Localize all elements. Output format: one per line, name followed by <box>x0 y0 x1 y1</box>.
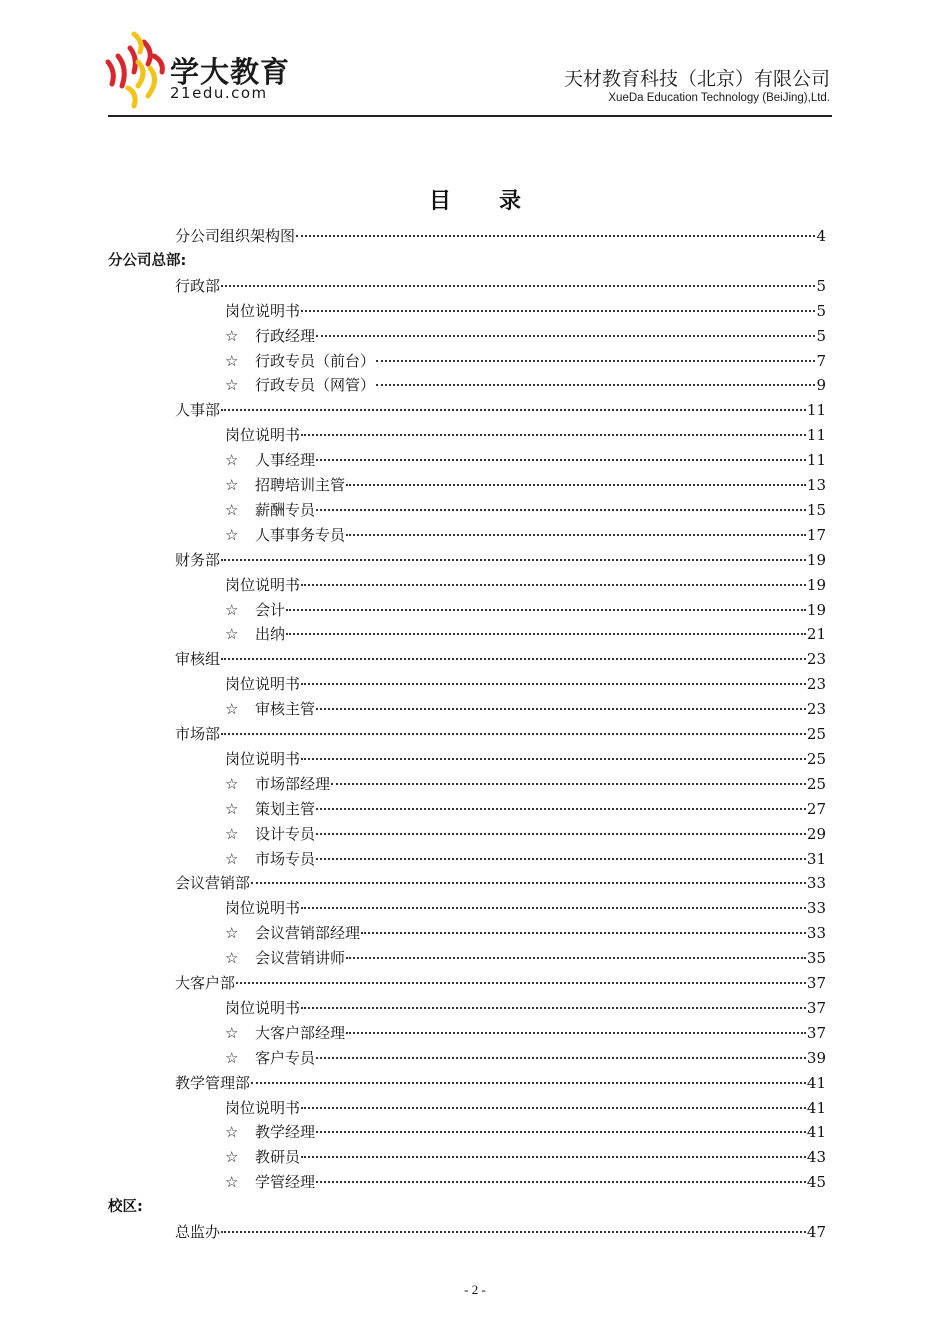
toc-entry-label: 人事部 <box>175 401 221 420</box>
toc-entry[interactable] <box>175 398 826 422</box>
toc-entry-page: 25 <box>806 749 826 768</box>
toc-entry[interactable] <box>225 1096 826 1120</box>
dot-leader <box>301 1007 806 1009</box>
toc-entry-label: 行政经理 <box>255 326 316 345</box>
star-bullet-icon: ☆ <box>225 351 239 370</box>
dot-leader <box>376 384 815 386</box>
toc-entry[interactable] <box>175 1071 826 1095</box>
toc-entry-page: 47 <box>806 1223 826 1241</box>
logo-text: 学大教育 <box>170 55 291 89</box>
page-number: - 2 - <box>464 1282 486 1297</box>
toc-entry-label: 大客户部经理 <box>255 1023 346 1042</box>
toc-entry-label: 岗位说明书 <box>225 749 301 768</box>
toc-section-heading <box>108 249 186 273</box>
dot-leader <box>301 434 806 436</box>
dot-leader <box>301 683 806 685</box>
star-bullet-icon: ☆ <box>225 774 239 793</box>
toc-entry-page: 19 <box>806 550 826 569</box>
page-header <box>0 0 950 120</box>
toc-entry-label: 行政专员（前台） <box>255 351 376 370</box>
toc-entry[interactable] <box>175 274 826 298</box>
dot-leader <box>376 360 815 362</box>
star-bullet-icon: ☆ <box>225 924 239 943</box>
toc-entry-label: 教学经理 <box>255 1123 316 1142</box>
dot-leader <box>331 783 806 785</box>
dot-leader <box>221 658 806 660</box>
toc-entry-label: 大客户部 <box>175 974 236 992</box>
toc-entry-label: 岗位说明书 <box>225 998 301 1017</box>
toc-entry[interactable] <box>225 896 826 920</box>
toc-entry[interactable] <box>225 672 826 696</box>
toc-entry-page: 41 <box>806 1098 826 1117</box>
toc-entry-page: 31 <box>806 849 826 868</box>
toc-entry-page: 35 <box>806 949 826 968</box>
toc-entry-page: 19 <box>806 575 826 594</box>
toc-entry[interactable] <box>225 772 826 796</box>
dot-leader <box>221 733 806 735</box>
toc-entry[interactable] <box>225 747 826 771</box>
toc-entry-page: 11 <box>806 426 826 445</box>
star-bullet-icon: ☆ <box>225 799 239 818</box>
xueda-logo-icon <box>104 28 168 112</box>
toc-entry-label: 岗位说明书 <box>225 301 301 320</box>
toc-entry-label: 校区: <box>108 1199 143 1216</box>
toc-entry[interactable] <box>175 722 826 746</box>
toc-entry-page: 39 <box>806 1048 826 1067</box>
dot-leader <box>316 808 806 810</box>
toc-entry-label: 审核组 <box>175 650 221 669</box>
toc-entry-page: 23 <box>806 650 826 669</box>
toc-entry-page: 43 <box>806 1148 826 1167</box>
toc-title-char-2: 录 <box>499 189 522 214</box>
toc-entry[interactable] <box>225 1145 826 1169</box>
toc-entry-page: 23 <box>806 675 826 694</box>
toc-entry[interactable] <box>225 1170 826 1194</box>
toc-entry[interactable] <box>175 971 826 995</box>
toc-entry[interactable] <box>225 373 826 397</box>
toc-entry-label: 岗位说明书 <box>225 1098 301 1117</box>
dot-leader <box>316 833 806 835</box>
toc-entry-label: 教学管理部 <box>175 1073 251 1092</box>
toc-section-heading <box>108 1195 143 1219</box>
star-bullet-icon: ☆ <box>225 1023 239 1042</box>
toc-entry-label: 会计 <box>255 600 286 619</box>
toc-entry-page: 25 <box>806 774 826 793</box>
toc-entry-label: 行政专员（网管） <box>255 376 376 395</box>
star-bullet-icon: ☆ <box>225 700 239 719</box>
toc-entry-label: 出纳 <box>255 625 286 644</box>
toc-entry-page: 7 <box>816 351 826 370</box>
star-bullet-icon: ☆ <box>225 500 239 519</box>
toc-entry-page: 5 <box>816 326 826 345</box>
toc-entry[interactable] <box>225 299 826 323</box>
dot-leader <box>316 708 806 710</box>
dot-leader <box>316 1131 806 1133</box>
toc-entry[interactable] <box>225 473 826 497</box>
toc-entry[interactable] <box>225 697 826 721</box>
toc-entry-label: 设计专员 <box>255 824 316 843</box>
star-bullet-icon: ☆ <box>225 1123 239 1142</box>
toc-entry-label: 教研员 <box>255 1148 301 1167</box>
toc-entry-page: 37 <box>806 1023 826 1042</box>
toc-entry[interactable] <box>225 523 826 547</box>
dot-leader <box>346 1032 806 1034</box>
toc-entry[interactable] <box>225 946 826 970</box>
dot-leader <box>286 609 806 611</box>
toc-entry[interactable] <box>225 1021 826 1045</box>
dot-leader <box>346 534 806 536</box>
toc-entry-label: 岗位说明书 <box>225 899 301 918</box>
dot-leader <box>301 907 806 909</box>
toc-entry[interactable] <box>225 1120 826 1144</box>
xueda-logo <box>104 28 304 112</box>
toc-entry-page: 45 <box>806 1173 826 1192</box>
toc-entry-label: 市场部 <box>175 725 221 743</box>
toc-entry-page: 37 <box>806 974 826 992</box>
toc-entry-page: 29 <box>806 824 826 843</box>
star-bullet-icon: ☆ <box>225 376 239 395</box>
dot-leader <box>251 882 806 884</box>
star-bullet-icon: ☆ <box>225 625 239 644</box>
toc-entry[interactable] <box>175 871 826 895</box>
toc-entry-label: 会议营销部 <box>175 874 251 893</box>
toc-entry-page: 15 <box>806 500 826 519</box>
toc-entry-page: 25 <box>806 725 826 743</box>
toc-entry-page: 33 <box>806 924 826 943</box>
dot-leader <box>316 858 806 860</box>
toc-entry[interactable] <box>225 797 826 821</box>
star-bullet-icon: ☆ <box>225 1048 239 1067</box>
toc-entry-label: 薪酬专员 <box>255 500 316 519</box>
dot-leader <box>316 509 806 511</box>
dot-leader <box>346 484 806 486</box>
star-bullet-icon: ☆ <box>225 849 239 868</box>
star-bullet-icon: ☆ <box>225 476 239 494</box>
toc-entry-label: 分公司总部: <box>108 252 187 269</box>
toc-entry-label: 市场专员 <box>255 849 316 868</box>
toc-entry-page: 37 <box>806 998 826 1017</box>
toc-entry[interactable] <box>175 647 826 671</box>
toc-entry[interactable] <box>225 498 826 522</box>
toc-entry-label: 岗位说明书 <box>225 575 301 594</box>
toc-entry-label: 会议营销部经理 <box>255 924 361 943</box>
toc-entry-page: 11 <box>806 401 826 420</box>
toc-entry-label: 岗位说明书 <box>225 675 301 694</box>
toc-entry-page: 5 <box>816 276 826 295</box>
toc-entry-page: 11 <box>806 451 826 470</box>
dot-leader <box>286 633 806 635</box>
toc-entry-page: 4 <box>816 227 826 245</box>
toc-entry[interactable] <box>225 349 826 373</box>
toc-entry-page: 17 <box>806 525 826 544</box>
star-bullet-icon: ☆ <box>225 824 239 843</box>
dot-leader <box>361 932 806 934</box>
star-bullet-icon: ☆ <box>225 600 239 619</box>
toc-entry[interactable] <box>175 548 826 572</box>
toc-entry-page: 19 <box>806 600 826 619</box>
toc-entry-label: 人事事务专员 <box>255 525 346 544</box>
toc-entry-label: 人事经理 <box>255 451 316 470</box>
star-bullet-icon: ☆ <box>225 525 239 544</box>
dot-leader <box>316 1181 806 1183</box>
toc-entry-page: 41 <box>806 1123 826 1142</box>
toc-title <box>0 184 950 215</box>
toc-entry[interactable] <box>225 996 826 1020</box>
toc-entry[interactable] <box>175 1220 826 1244</box>
dot-leader <box>316 459 806 461</box>
dot-leader <box>346 957 806 959</box>
dot-leader <box>221 559 806 561</box>
toc-entry-label: 客户专员 <box>255 1048 316 1067</box>
toc-entry-page: 9 <box>816 376 826 395</box>
dot-leader <box>221 1231 806 1233</box>
toc-entry-label: 招聘培训主管 <box>255 476 346 494</box>
dot-leader <box>236 982 806 984</box>
dot-leader <box>316 335 815 337</box>
header-divider <box>108 115 832 117</box>
dot-leader <box>301 758 806 760</box>
star-bullet-icon: ☆ <box>225 326 239 345</box>
dot-leader <box>301 1156 806 1158</box>
dot-leader <box>301 584 806 586</box>
toc-title-char-1: 目 <box>428 189 451 214</box>
toc-entry-label: 市场部经理 <box>255 774 331 793</box>
toc-entry[interactable] <box>225 423 826 447</box>
toc-entry[interactable] <box>225 324 826 348</box>
toc-entry-page: 5 <box>816 301 826 320</box>
toc-entry-page: 23 <box>806 700 826 719</box>
dot-leader <box>221 409 806 411</box>
toc-entry[interactable] <box>175 224 826 248</box>
toc-entry-label: 岗位说明书 <box>225 426 301 445</box>
dot-leader <box>221 285 815 287</box>
star-bullet-icon: ☆ <box>225 1173 239 1192</box>
toc-entry[interactable] <box>225 847 826 871</box>
toc-entry[interactable] <box>225 598 826 622</box>
toc-entry-page: 41 <box>806 1073 826 1092</box>
toc-entry[interactable] <box>225 448 826 472</box>
toc-entry-label: 财务部 <box>175 550 221 569</box>
toc-entry-label: 审核主管 <box>255 700 316 719</box>
toc-entry-label: 总监办 <box>175 1223 221 1241</box>
toc-entry-page: 21 <box>806 625 826 644</box>
toc-entry[interactable] <box>225 921 826 945</box>
toc-entry[interactable] <box>225 822 826 846</box>
star-bullet-icon: ☆ <box>225 1148 239 1167</box>
logo-url: 21edu.com <box>170 84 268 102</box>
toc-entry-label: 策划主管 <box>255 799 316 818</box>
toc-entry-page: 27 <box>806 799 826 818</box>
star-bullet-icon: ☆ <box>225 949 239 968</box>
toc-entry-label: 学管经理 <box>255 1173 316 1192</box>
toc-entry-page: 33 <box>806 899 826 918</box>
toc-entry[interactable] <box>225 1046 826 1070</box>
dot-leader <box>251 1082 806 1084</box>
toc-entry-label: 行政部 <box>175 276 221 295</box>
toc-entry[interactable] <box>225 622 826 646</box>
toc-entry-label: 会议营销讲师 <box>255 949 346 968</box>
dot-leader <box>301 1107 806 1109</box>
star-bullet-icon: ☆ <box>225 451 239 470</box>
company-name-en: XueDa Education Technology (BeiJing),Ltd. <box>608 92 830 104</box>
toc-entry[interactable] <box>225 573 826 597</box>
company-name-cn: 天材教育科技（北京）有限公司 <box>563 68 830 90</box>
dot-leader <box>301 310 815 312</box>
toc-entry-page: 33 <box>806 874 826 893</box>
dot-leader <box>296 235 815 237</box>
toc-entry-label: 分公司组织架构图 <box>175 227 296 245</box>
dot-leader <box>316 1057 806 1059</box>
toc-entry-page: 13 <box>806 476 826 494</box>
